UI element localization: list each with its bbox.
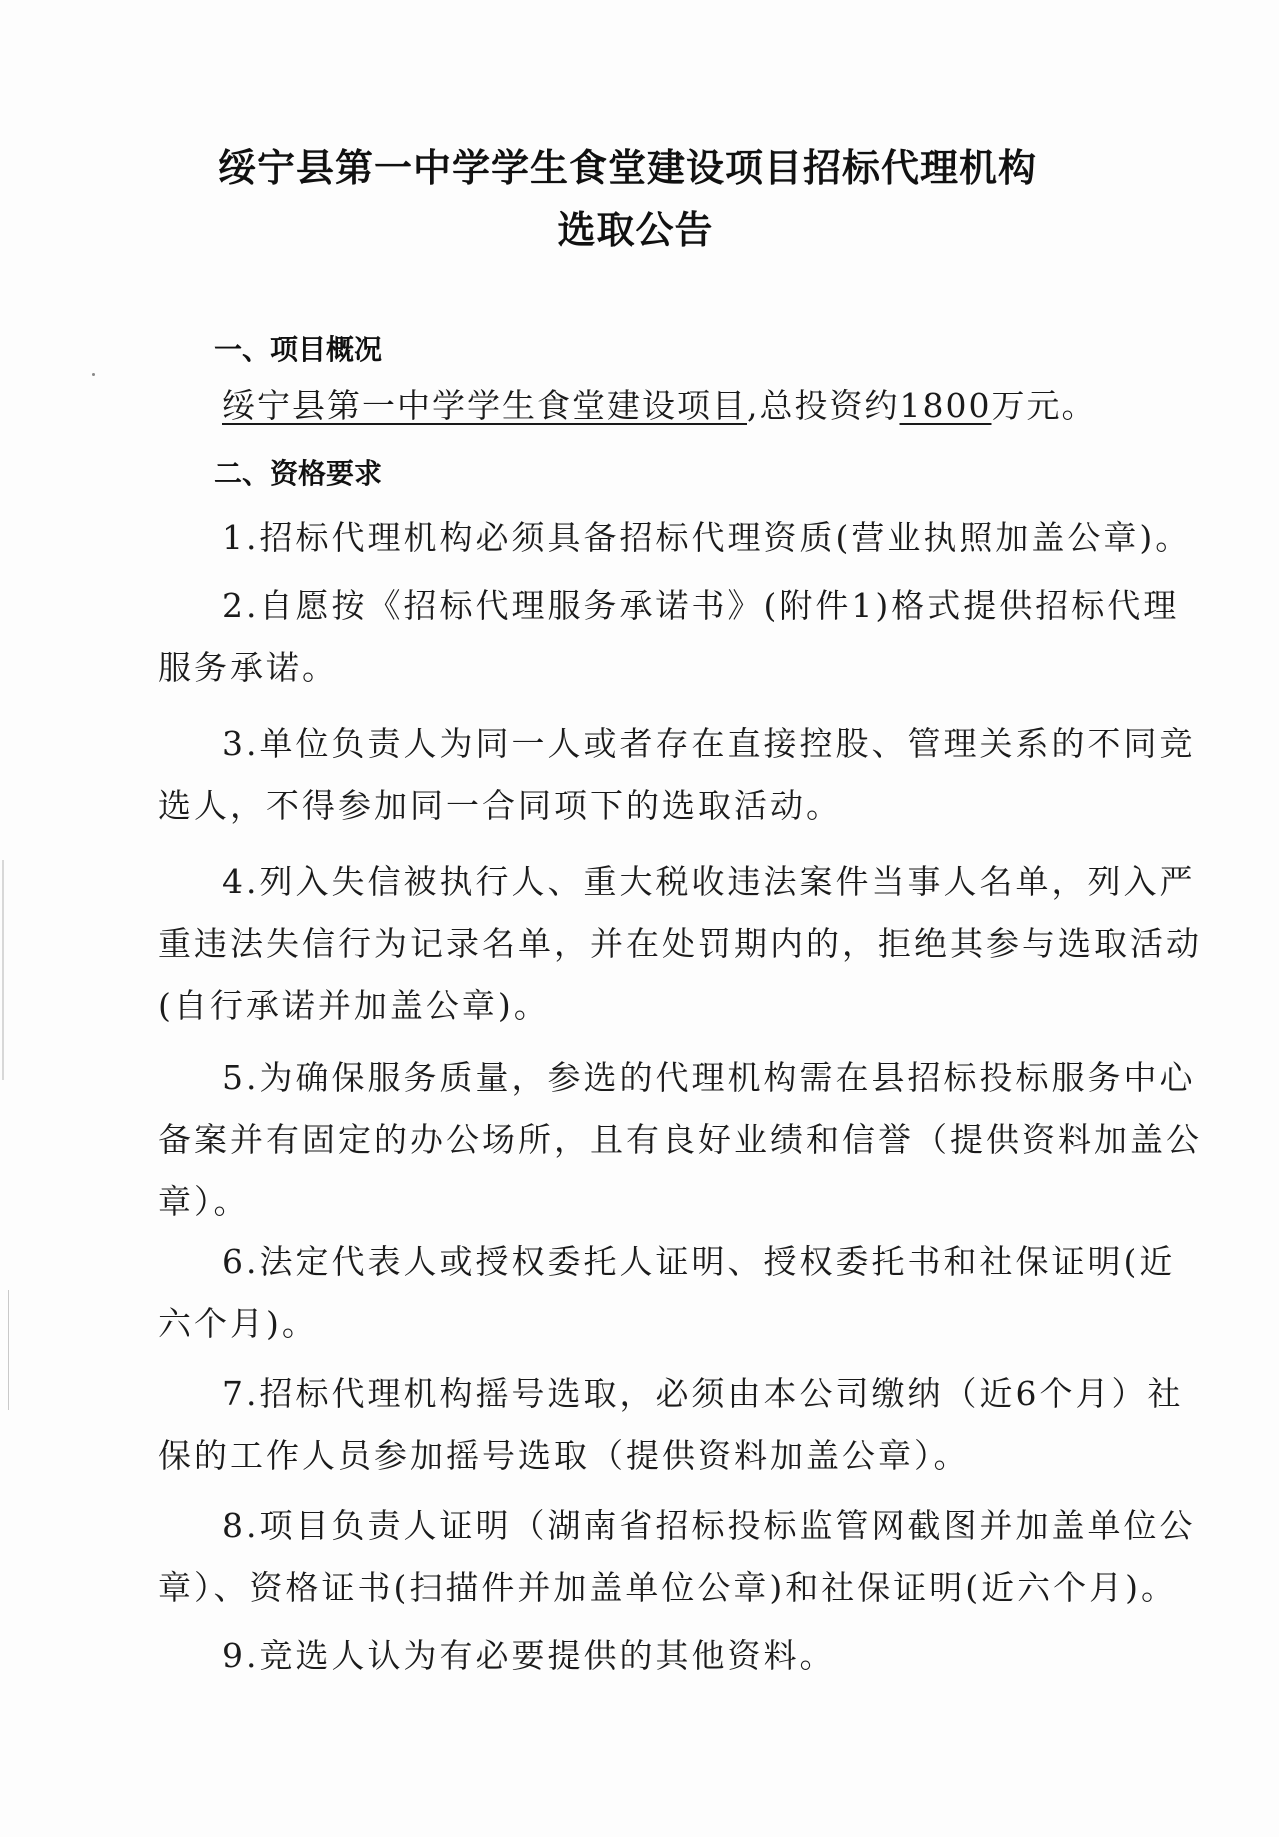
requirement-line: 保的工作人员参加摇号选取（提供资料加盖公章）。 (158, 1436, 970, 1475)
requirement-line: 6.法定代表人或授权委托人证明、授权委托书和社保证明(近 (222, 1242, 1176, 1281)
requirement-line: 重违法失信行为记录名单，并在处罚期内的，拒绝其参与选取活动 (158, 924, 1202, 963)
document-title-line1: 绥宁县第一中学学生食堂建设项目招标代理机构 (217, 146, 1037, 190)
requirement-line: 2.自愿按《招标代理服务承诺书》(附件1)格式提供招标代理 (222, 586, 1180, 625)
requirement-line: 章）。 (158, 1182, 250, 1221)
overview-mid-text: ,总投资约 (747, 386, 900, 425)
requirement-line: 服务承诺。 (158, 648, 338, 687)
requirement-line: 1.招标代理机构必须具备招标代理资质(营业执照加盖公章)。 (222, 518, 1192, 557)
requirement-line: 7.招标代理机构摇号选取，必须由本公司缴纳（近6个月）社 (222, 1374, 1184, 1413)
requirement-line: 8.项目负责人证明（湖南省招标投标监管网截图并加盖单位公 (222, 1506, 1196, 1545)
section2-heading: 二、资格要求 (214, 457, 383, 490)
requirement-line: 9.竞选人认为有必要提供的其他资料。 (222, 1636, 836, 1675)
overview-unit-text: 万元。 (991, 386, 1097, 425)
document-title-line2: 选取公告 (557, 208, 714, 252)
requirement-line: 3.单位负责人为同一人或者存在直接控股、管理关系的不同竞 (222, 724, 1196, 763)
requirement-line: 六个月)。 (158, 1304, 318, 1343)
section1-heading: 一、项目概况 (214, 333, 383, 366)
scan-edge-mark (2, 860, 4, 1080)
scan-edge-mark (8, 1290, 9, 1410)
requirement-line: (自行承诺并加盖公章)。 (158, 986, 550, 1025)
investment-amount: 1800 (899, 386, 992, 425)
requirement-line: 章）、资格证书(扫描件并加盖单位公章)和社保证明(近六个月)。 (158, 1568, 1177, 1607)
project-overview-text (222, 380, 1096, 427)
scan-dot (92, 373, 95, 376)
requirement-line: 选人，不得参加同一合同项下的选取活动。 (158, 786, 842, 825)
requirement-line: 5.为确保服务质量，参选的代理机构需在县招标投标服务中心 (222, 1058, 1196, 1097)
project-name: 绥宁县第一中学学生食堂建设项目 (222, 386, 747, 425)
requirement-line: 4.列入失信被执行人、重大税收违法案件当事人名单，列入严 (222, 862, 1196, 901)
requirement-line: 备案并有固定的办公场所，且有良好业绩和信誉（提供资料加盖公 (158, 1120, 1202, 1159)
